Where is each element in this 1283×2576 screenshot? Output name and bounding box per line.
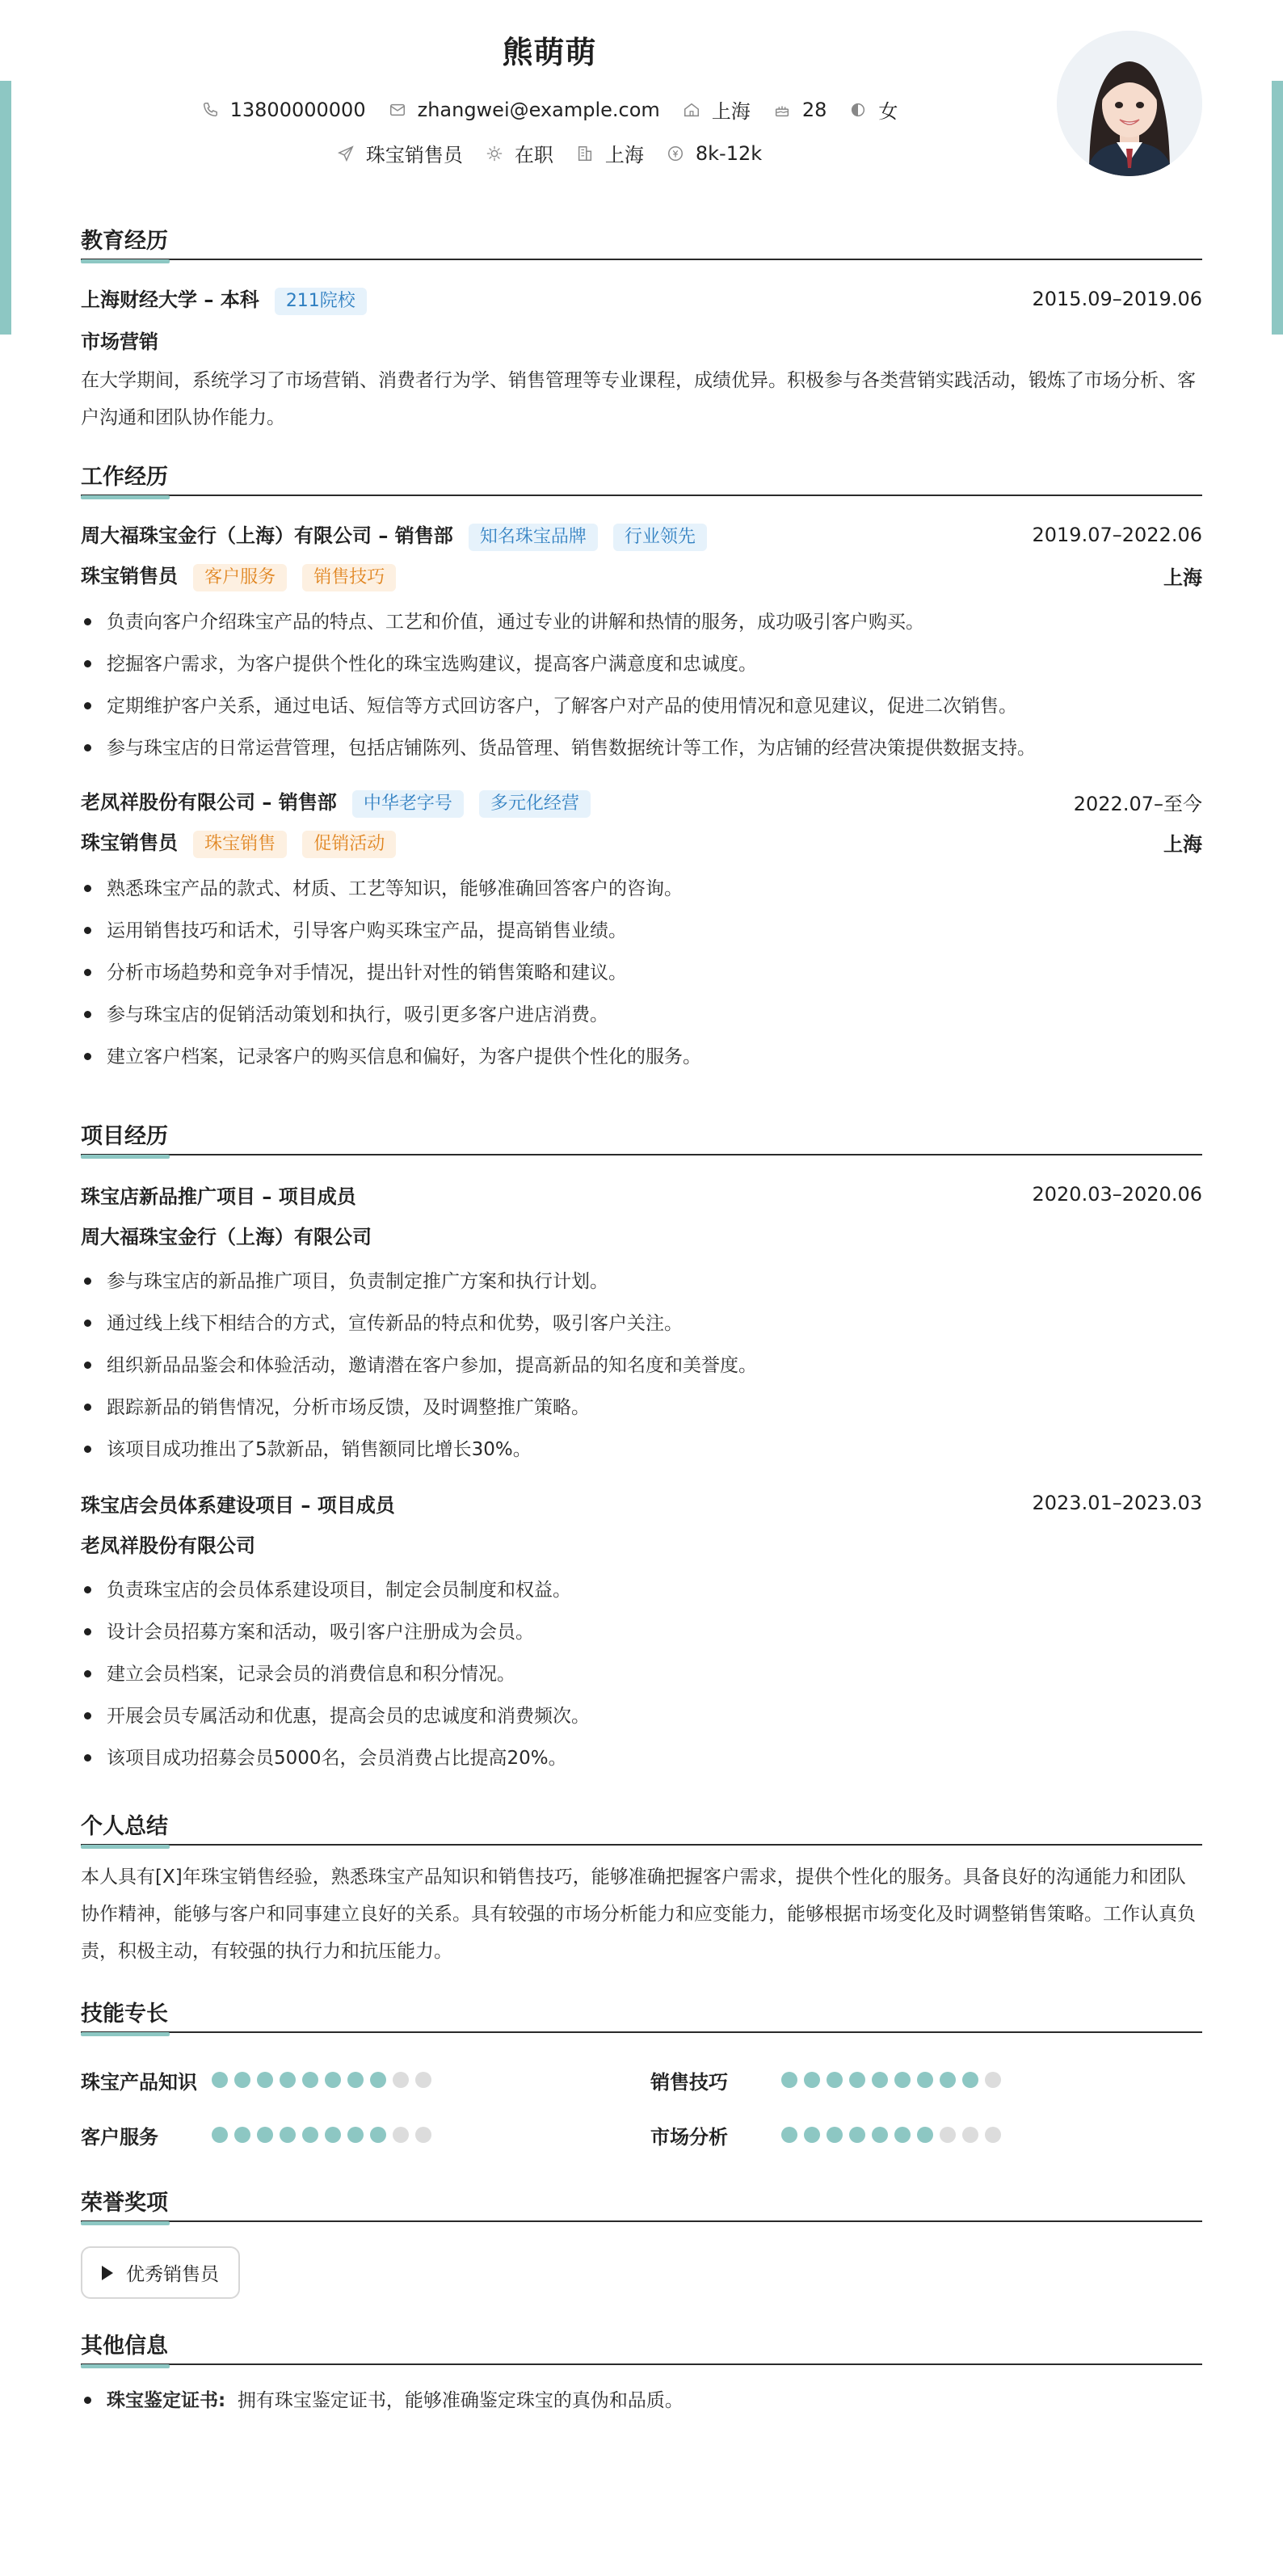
rating-dot-filled [257, 2072, 273, 2088]
company-tag: 多元化经营 [479, 790, 591, 818]
education-section [81, 218, 1202, 436]
section-title-work: 工作经历 [81, 454, 1202, 496]
target-city-item [576, 139, 644, 167]
section-title-projects: 项目经历 [81, 1113, 1202, 1155]
skill-name: 珠宝产品知识 [81, 2070, 197, 2094]
award-badge [81, 2246, 240, 2299]
work-entry-head [81, 517, 1202, 553]
rating-dot-filled [234, 2127, 250, 2143]
list-item: 定期维护客户关系，通过电话、短信等方式回访客户，了解客户对产品的使用情况和意见建议，促进二次销售。 [81, 685, 1202, 727]
project-date: 2020.03–2020.06 [1032, 1183, 1202, 1206]
job-target-item [337, 139, 463, 167]
project-title: 珠宝店会员体系建设项目 – 项目成员 [81, 1493, 395, 1517]
skill-name: 客户服务 [81, 2125, 158, 2149]
skill-item [650, 2107, 1202, 2162]
project-org-row [81, 1212, 1202, 1257]
project-bullets [81, 1569, 1202, 1779]
rating-dot-filled [849, 2072, 865, 2088]
candidate-name: 熊萌萌 [502, 35, 597, 70]
list-item: 跟踪新品的销售情况，分析市场反馈，及时调整推广策略。 [81, 1387, 1202, 1429]
company-name: 周大福珠宝金行（上海）有限公司 – 销售部 [81, 524, 453, 547]
major: 市场营销 [81, 330, 158, 353]
rating-dot-filled [280, 2127, 296, 2143]
skill-tag: 销售技巧 [302, 564, 396, 591]
rating-dot-filled [872, 2127, 888, 2143]
list-item: 通过线上线下相结合的方式，宣传新品的特点和优势，吸引客户关注。 [81, 1303, 1202, 1345]
work-section [81, 454, 1202, 1078]
company-tag: 行业领先 [613, 524, 707, 551]
skill-name: 市场分析 [650, 2125, 728, 2149]
list-item: 分析市场趋势和竞争对手情况，提出针对性的销售策略和建议。 [81, 952, 1202, 994]
rating-dot-filled [370, 2072, 386, 2088]
building-icon [576, 145, 594, 162]
list-item: 参与珠宝店的新品推广项目，负责制定推广方案和执行计划。 [81, 1261, 1202, 1303]
phone-text: 13800000000 [229, 98, 366, 121]
rating-dot-filled [804, 2127, 820, 2143]
rating-dot-filled [917, 2072, 933, 2088]
gender-text: 女 [878, 100, 898, 123]
list-item: 该项目成功招募会员5000名，会员消费占比提高20%。 [81, 1737, 1202, 1779]
work-city: 上海 [1163, 832, 1202, 856]
list-item [81, 2380, 1202, 2422]
list-item: 挖掘客户需求，为客户提供个性化的珠宝选购建议，提高客户满意度和忠诚度。 [81, 643, 1202, 685]
school-name: 上海财经大学 – 本科 [81, 288, 259, 311]
project-head [81, 1485, 1202, 1521]
project-org: 老凤祥股份有限公司 [81, 1534, 255, 1557]
location-text: 上海 [711, 100, 751, 123]
age-text: 28 [801, 98, 827, 121]
list-item: 设计会员招募方案和活动，吸引客户注册成为会员。 [81, 1611, 1202, 1653]
skill-rating [781, 2072, 1007, 2088]
project-entry [81, 1176, 1202, 1471]
skill-item [81, 2107, 650, 2162]
skill-rating [212, 2127, 438, 2143]
avatar [1057, 31, 1202, 176]
skill-rating [212, 2072, 438, 2088]
work-entry-head [81, 784, 1202, 819]
rating-dot-filled [827, 2127, 843, 2143]
rating-dot-filled [234, 2072, 250, 2088]
rating-dot-empty [415, 2072, 431, 2088]
section-title-summary: 个人总结 [81, 1804, 1202, 1846]
job-target-text: 珠宝销售员 [365, 144, 463, 166]
project-entry [81, 1485, 1202, 1779]
role: 珠宝销售员 [81, 564, 178, 587]
status-text: 在职 [514, 144, 553, 166]
left-accent-bar [0, 81, 11, 335]
list-item: 建立客户档案，记录客户的购买信息和偏好，为客户提供个性化的服务。 [81, 1036, 1202, 1078]
right-accent-bar [1272, 81, 1283, 335]
rating-dot-filled [325, 2072, 341, 2088]
email-text: zhangwei@example.com [417, 98, 660, 121]
rating-dot-filled [781, 2127, 797, 2143]
summary-text: 本人具有[X]年珠宝销售经验，熟悉珠宝产品知识和销售技巧，能够准确把握客户需求，提供个性化的服务。具备良好的沟通能力和团队协作精神，能够与客户和同事建立良好的关系。具有较强的市场分析能力和应变能力，能够根据市场变化及时调整销售策略。工作认真负责，积极主动，有较强的执行力和抗压能力。 [81, 1867, 1196, 1962]
section-title-skills: 技能专长 [81, 1991, 1202, 2033]
rating-dot-filled [347, 2127, 364, 2143]
rating-dot-filled [849, 2127, 865, 2143]
skills-section [81, 1991, 1202, 2162]
skill-tag: 促销活动 [302, 831, 396, 858]
rating-dot-filled [894, 2127, 911, 2143]
rating-dot-filled [302, 2127, 318, 2143]
job-intent-row [81, 139, 1018, 167]
section-title-education: 教育经历 [81, 218, 1202, 260]
email-item [389, 99, 660, 121]
rating-dot-filled [280, 2072, 296, 2088]
list-item: 运用销售技巧和话术，引导客户购买珠宝产品，提高销售业绩。 [81, 910, 1202, 952]
company-tag: 中华老字号 [352, 790, 464, 818]
work-date: 2022.07–至今 [1073, 792, 1202, 815]
education-date: 2015.09–2019.06 [1032, 288, 1202, 310]
other-list [81, 2380, 1202, 2422]
work-bullets [81, 868, 1202, 1078]
list-item: 组织新品品鉴会和体验活动，邀请潜在客户参加，提高新品的知名度和美誉度。 [81, 1345, 1202, 1387]
list-item: 熟悉珠宝产品的款式、材质、工艺等知识，能够准确回答客户的咨询。 [81, 868, 1202, 910]
education-desc: 在大学期间，系统学习了市场营销、消费者行为学、销售管理等专业课程，成绩优异。积极参与各类营销实践活动，锻炼了市场分析、客户沟通和团队协作能力。 [81, 370, 1196, 428]
work-entry [81, 784, 1202, 1078]
project-org-row [81, 1521, 1202, 1566]
project-org: 周大福珠宝金行（上海）有限公司 [81, 1225, 372, 1248]
rating-dot-filled [940, 2072, 956, 2088]
work-entry [81, 517, 1202, 769]
section-title-other: 其他信息 [81, 2323, 1202, 2365]
send-icon [337, 145, 355, 162]
rating-dot-filled [917, 2127, 933, 2143]
list-item: 该项目成功推出了5款新品，销售额同比增长30%。 [81, 1429, 1202, 1471]
rating-dot-filled [257, 2127, 273, 2143]
list-item: 建立会员档案，记录会员的消费信息和积分情况。 [81, 1653, 1202, 1695]
home-icon [683, 101, 700, 119]
rating-dot-filled [370, 2127, 386, 2143]
rating-dot-filled [347, 2072, 364, 2088]
rating-dot-filled [804, 2072, 820, 2088]
resume-page [81, 0, 1202, 2422]
status-item [486, 139, 553, 167]
rating-dot-filled [781, 2072, 797, 2088]
rating-dot-filled [212, 2127, 228, 2143]
rating-dot-empty [940, 2127, 956, 2143]
gender-item [849, 95, 898, 124]
other-text: 拥有珠宝鉴定证书，能够准确鉴定珠宝的真伪和品质。 [237, 2390, 684, 2411]
play-icon [102, 2266, 113, 2280]
rating-dot-empty [393, 2127, 409, 2143]
skill-name: 销售技巧 [650, 2070, 728, 2094]
skill-item [81, 2052, 650, 2107]
projects-section [81, 1113, 1202, 1779]
rating-dot-filled [962, 2072, 978, 2088]
work-role-row [81, 553, 1202, 598]
status-icon [486, 145, 503, 162]
rating-dot-filled [872, 2072, 888, 2088]
other-label: 珠宝鉴定证书: [107, 2390, 226, 2411]
rating-dot-filled [212, 2072, 228, 2088]
resume-header [81, 0, 1202, 194]
rating-dot-empty [985, 2072, 1001, 2088]
phone-icon [201, 101, 219, 119]
list-item: 开展会员专属活动和优惠，提高会员的忠诚度和消费频次。 [81, 1695, 1202, 1737]
rating-dot-empty [962, 2127, 978, 2143]
target-city-text: 上海 [604, 144, 644, 166]
skill-rating [781, 2127, 1007, 2143]
location-item [683, 95, 751, 124]
project-date: 2023.01–2023.03 [1032, 1492, 1202, 1514]
other-section [81, 2323, 1202, 2422]
work-date: 2019.07–2022.06 [1032, 524, 1202, 546]
rating-dot-filled [302, 2072, 318, 2088]
age-item [773, 99, 827, 121]
gender-icon [849, 101, 867, 119]
rating-dot-empty [985, 2127, 1001, 2143]
mail-icon [389, 101, 406, 119]
list-item: 负责向客户介绍珠宝产品的特点、工艺和价值，通过专业的讲解和热情的服务，成功吸引客户购买。 [81, 601, 1202, 643]
education-major-row [81, 317, 1202, 362]
salary-item [667, 142, 762, 165]
contact-row [81, 95, 1018, 124]
summary-section [81, 1804, 1202, 1970]
work-role-row [81, 819, 1202, 865]
section-title-awards: 荣誉奖项 [81, 2180, 1202, 2222]
project-head [81, 1176, 1202, 1212]
awards-section [81, 2180, 1202, 2299]
skill-tag: 珠宝销售 [193, 831, 287, 858]
rating-dot-empty [393, 2072, 409, 2088]
education-entry-head [81, 281, 1202, 317]
skill-item [650, 2052, 1202, 2107]
company-tag: 知名珠宝品牌 [469, 524, 598, 551]
age-icon [773, 101, 791, 119]
rating-dot-filled [894, 2072, 911, 2088]
company-name: 老凤祥股份有限公司 – 销售部 [81, 790, 337, 814]
work-city: 上海 [1163, 566, 1202, 589]
skill-tag: 客户服务 [193, 564, 287, 591]
phone-item [201, 99, 366, 121]
list-item: 负责珠宝店的会员体系建设项目，制定会员制度和权益。 [81, 1569, 1202, 1611]
rating-dot-filled [325, 2127, 341, 2143]
work-bullets [81, 601, 1202, 769]
rating-dot-filled [827, 2072, 843, 2088]
award-name: 优秀销售员 [126, 2264, 219, 2285]
rating-dot-empty [415, 2127, 431, 2143]
salary-icon [667, 145, 684, 162]
role: 珠宝销售员 [81, 831, 178, 854]
project-bullets [81, 1261, 1202, 1471]
salary-text: 8k-12k [695, 141, 763, 165]
list-item: 参与珠宝店的日常运营管理，包括店铺陈列、货品管理、销售数据统计等工作，为店铺的经营决策提供数据支持。 [81, 727, 1202, 769]
list-item: 参与珠宝店的促销活动策划和执行，吸引更多客户进店消费。 [81, 994, 1202, 1036]
project-title: 珠宝店新品推广项目 – 项目成员 [81, 1185, 356, 1208]
school-tag: 211院校 [275, 288, 367, 315]
skills-grid [81, 2052, 1202, 2162]
